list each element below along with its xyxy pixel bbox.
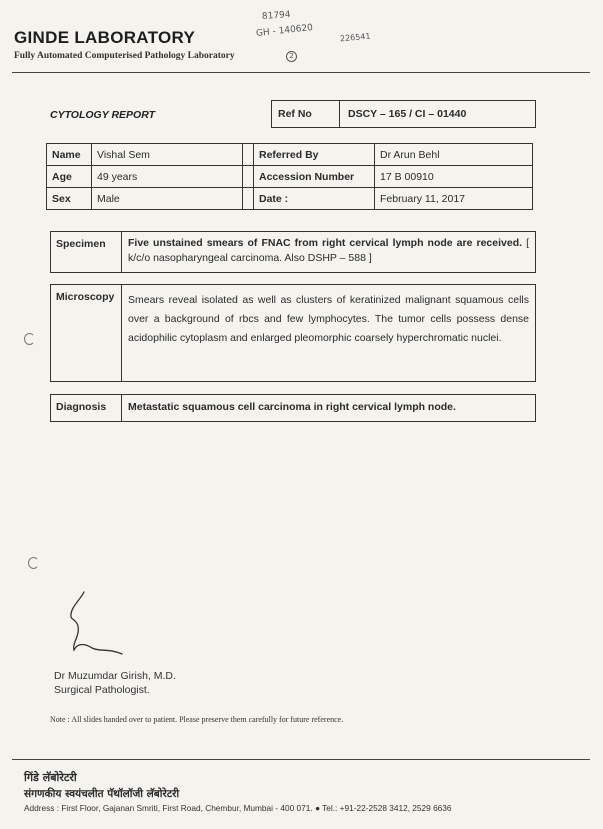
footer-hindi-name: गिंडे लॅबोरेटरी: [24, 771, 77, 784]
punch-hole-top: [24, 333, 35, 345]
footer-address: Address : First Floor, Gajanan Smriti, First Road, Chembur, Mumbai - 400 071. ● Tel.: +91-22-2528 3412, 2529 6636: [24, 803, 452, 813]
ref-label: Ref No: [272, 101, 340, 127]
specimen-section: [50, 231, 536, 273]
ref-number-box: [271, 100, 536, 128]
lab-name: GINDE LABORATORY: [14, 28, 196, 47]
handwritten-note-3: 226541: [339, 31, 371, 44]
punch-hole-bottom: [28, 557, 39, 569]
note: Note : All slides handed over to patient. Please preserve them carefully for future reference.: [50, 715, 344, 724]
footer-hindi-tagline: संगणकीय स्वयंचलीत पॅथॉलॉजी लॅबोरेटरी: [24, 788, 180, 800]
age-label: Age: [47, 166, 92, 188]
referred-label: Referred By: [254, 144, 375, 166]
handwritten-note-4: 2: [286, 51, 297, 62]
diagnosis-text: Metastatic squamous cell carcinoma in right cervical lymph node.: [128, 401, 456, 413]
header-divider: [12, 72, 590, 73]
table-row: [47, 144, 533, 166]
report-title: CYTOLOGY REPORT: [50, 109, 156, 121]
patient-sex: Male: [92, 188, 243, 210]
signature: [62, 588, 132, 658]
microscopy-label: Microscopy: [51, 285, 122, 381]
date-label: Date :: [254, 188, 375, 210]
handwritten-note-2: GH - 140620: [255, 23, 314, 39]
diagnosis-section: [50, 394, 536, 422]
microscopy-text: Smears reveal isolated as well as clusters of keratinized malignant squamous cells over a background of rbcs and few lymphocytes. The tumor cells possess dense acidophilic cytoplasm and enlarged pleomorphic coarsely hyperchromatic nuclei.: [128, 294, 529, 344]
accession-label: Accession Number: [254, 166, 375, 188]
microscopy-section: [50, 284, 536, 382]
sex-label: Sex: [47, 188, 92, 210]
handwritten-note-1: 81794: [261, 10, 291, 22]
patient-name: Vishal Sem: [92, 144, 243, 166]
referred-by: Dr Arun Behl: [375, 144, 533, 166]
diagnosis-label: Diagnosis: [51, 395, 122, 421]
report-date: February 11, 2017: [375, 188, 533, 210]
name-label: Name: [47, 144, 92, 166]
specimen-note: [ k/c/o nasopharyngeal carcinoma. Also DSHP – 588 ]: [128, 237, 529, 264]
specimen-main: Five unstained smears of FNAC from right cervical lymph node are received.: [128, 237, 523, 249]
specimen-label: Specimen: [51, 232, 122, 272]
signatory-title: Surgical Pathologist.: [54, 684, 150, 696]
table-row: [47, 188, 533, 210]
lab-subtitle: Fully Automated Computerised Pathology Laboratory: [14, 51, 235, 61]
ref-value: DSCY – 165 / CI – 01440: [348, 108, 467, 120]
specimen-text: [122, 232, 535, 272]
accession-number: 17 B 00910: [375, 166, 533, 188]
signatory-name: Dr Muzumdar Girish, M.D.: [54, 670, 176, 682]
patient-age: 49 years: [92, 166, 243, 188]
patient-info-table: [46, 143, 533, 210]
table-row: [47, 166, 533, 188]
footer-divider: [12, 759, 590, 760]
